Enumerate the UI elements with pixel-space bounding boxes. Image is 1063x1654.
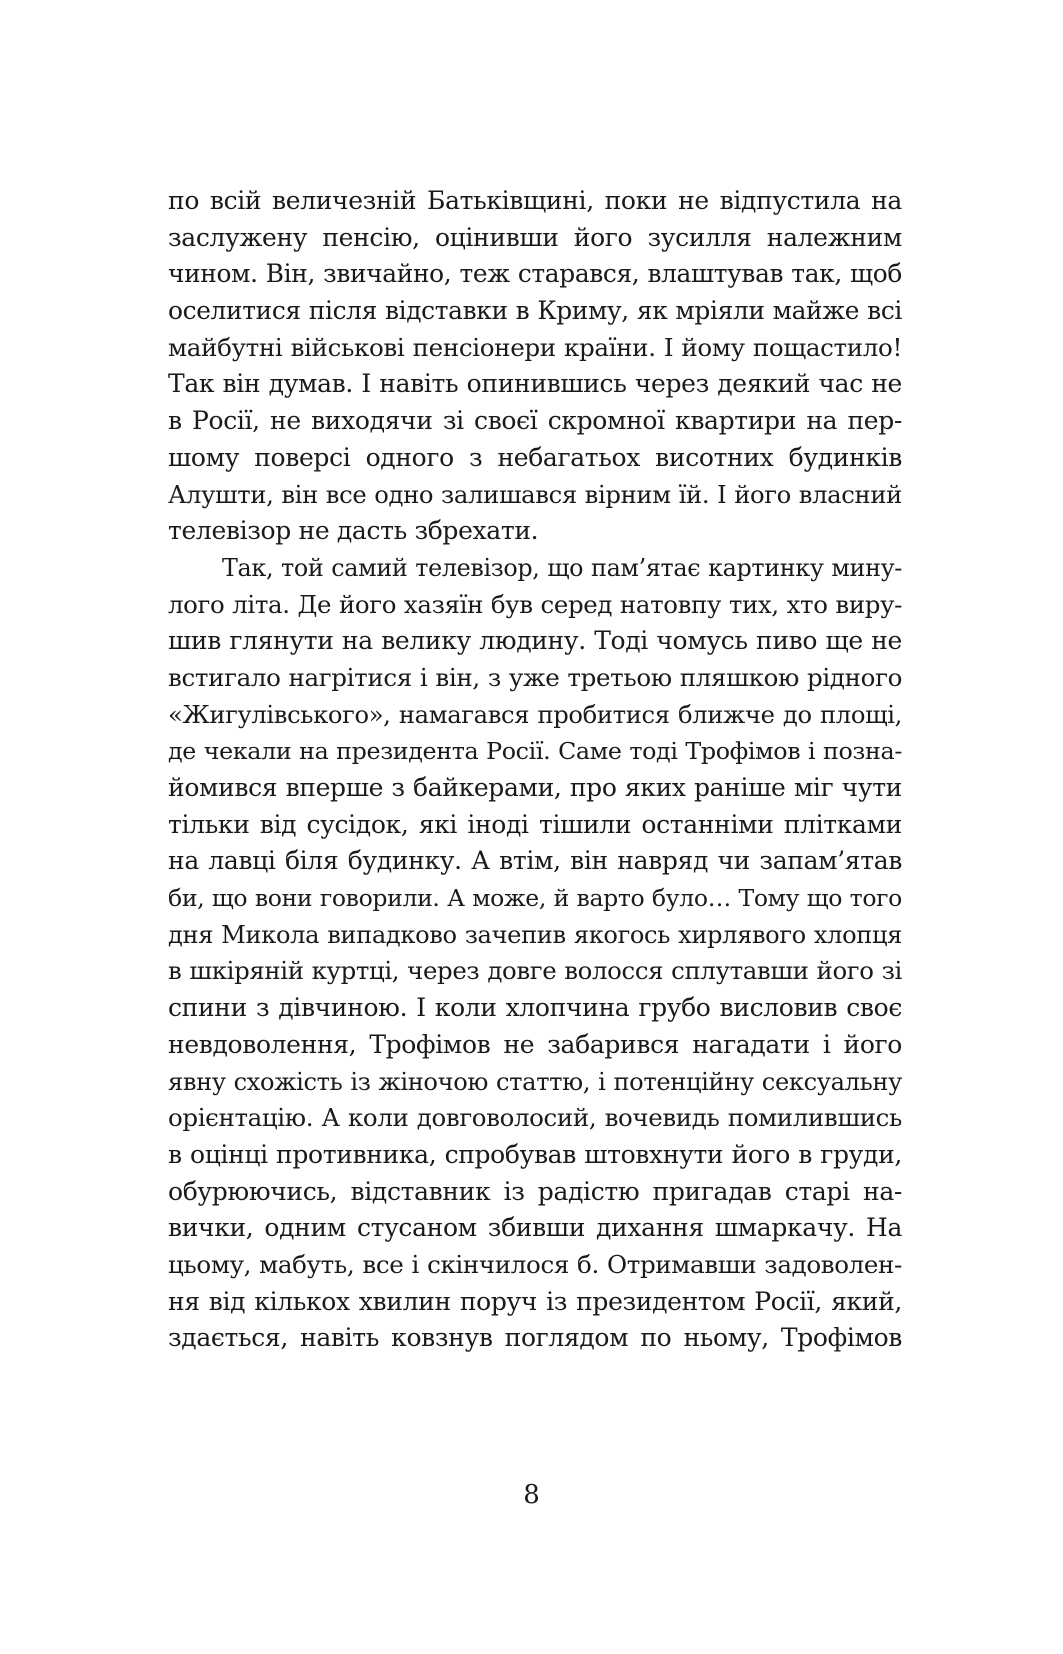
text-line: Алушти, він все одно залишався вірним їй. І його власний [168, 479, 902, 509]
text-line: здається, навіть ковзнув поглядом по ньому, Трофімов [168, 1323, 902, 1353]
text-line: ня від кількох хвилин поруч із президентом Росії, який, [168, 1286, 902, 1316]
text-line: би, що вони говорили. А може, й варто було… Тому що того [168, 884, 902, 913]
text-line: в Росії, не виходячи зі своєї скромної квартири на пер- [168, 406, 902, 436]
page-number: 8 [523, 1480, 540, 1510]
paragraph-start-line: Так, той самий телевізор, що пам’ятає картинку мину- [222, 553, 902, 582]
text-line: невдоволення, Трофімов не забарився нагадати і його [168, 1029, 902, 1059]
text-line: встигало нагрітися і він, з уже третьою пляшкою рідного [168, 662, 902, 692]
paragraph-end-line: телевізор не дасть збрехати. [168, 516, 539, 546]
text-line: заслужену пенсію, оцінивши його зусилля належним [168, 222, 902, 252]
text-line: орієнтацію. А коли довговолосий, вочевидь помилившись [168, 1103, 902, 1133]
text-line: чином. Він, звичайно, теж старався, влаштував так, щоб [168, 259, 902, 289]
text-line: майбутні військові пенсіонери країни. І йому пощастило! [168, 332, 902, 362]
text-line: явну схожість із жіночою статтю, і потенційну сексуальну [168, 1067, 902, 1096]
text-line: шив глянути на велику людину. Тоді чомусь пиво ще не [168, 626, 902, 656]
text-line: лого літа. Де його хазяїн був серед натовпу тих, хто виру- [168, 589, 902, 619]
text-line: де чекали на президента Росії. Саме тоді Трофімов і позна- [168, 737, 902, 766]
text-line: в шкіряній куртці, через довге волосся сплутавши його зі [168, 956, 902, 986]
text-line: по всій величезній Батьківщині, поки не відпустила на [168, 186, 902, 215]
body-text [168, 183, 902, 1357]
text-line: спини з дівчиною. І коли хлопчина грубо висловив своє [168, 993, 902, 1023]
text-line: йомився вперше з байкерами, про яких раніше міг чути [168, 773, 902, 802]
text-line: цьому, мабуть, все і скінчилося б. Отримавши задоволен- [168, 1249, 902, 1279]
text-line: шому поверсі одного з небагатьох висотних будинків [168, 442, 902, 472]
text-line: вички, одним стусаном збивши дихання шмаркачу. На [168, 1213, 902, 1243]
text-line: оселитися після відставки в Криму, як мріяли майже всі [168, 296, 902, 326]
text-line: в оцінці противника, спробував штовхнути його в груди, [168, 1139, 902, 1169]
text-line: «Жигулівського», намагався пробитися ближче до площі, [168, 700, 902, 729]
text-line: тільки від сусідок, які іноді тішили останніми плітками [168, 809, 902, 839]
text-line: обурюючись, відставник із радістю пригадав старі на- [168, 1176, 902, 1206]
text-line: Так він думав. І навіть опинившись через деякий час не [168, 369, 902, 399]
text-line: дня Микола випадково зачепив якогось хирлявого хлопця [168, 920, 902, 949]
text-line: на лавці біля будинку. А втім, він навряд чи запам’ятав [168, 846, 902, 876]
